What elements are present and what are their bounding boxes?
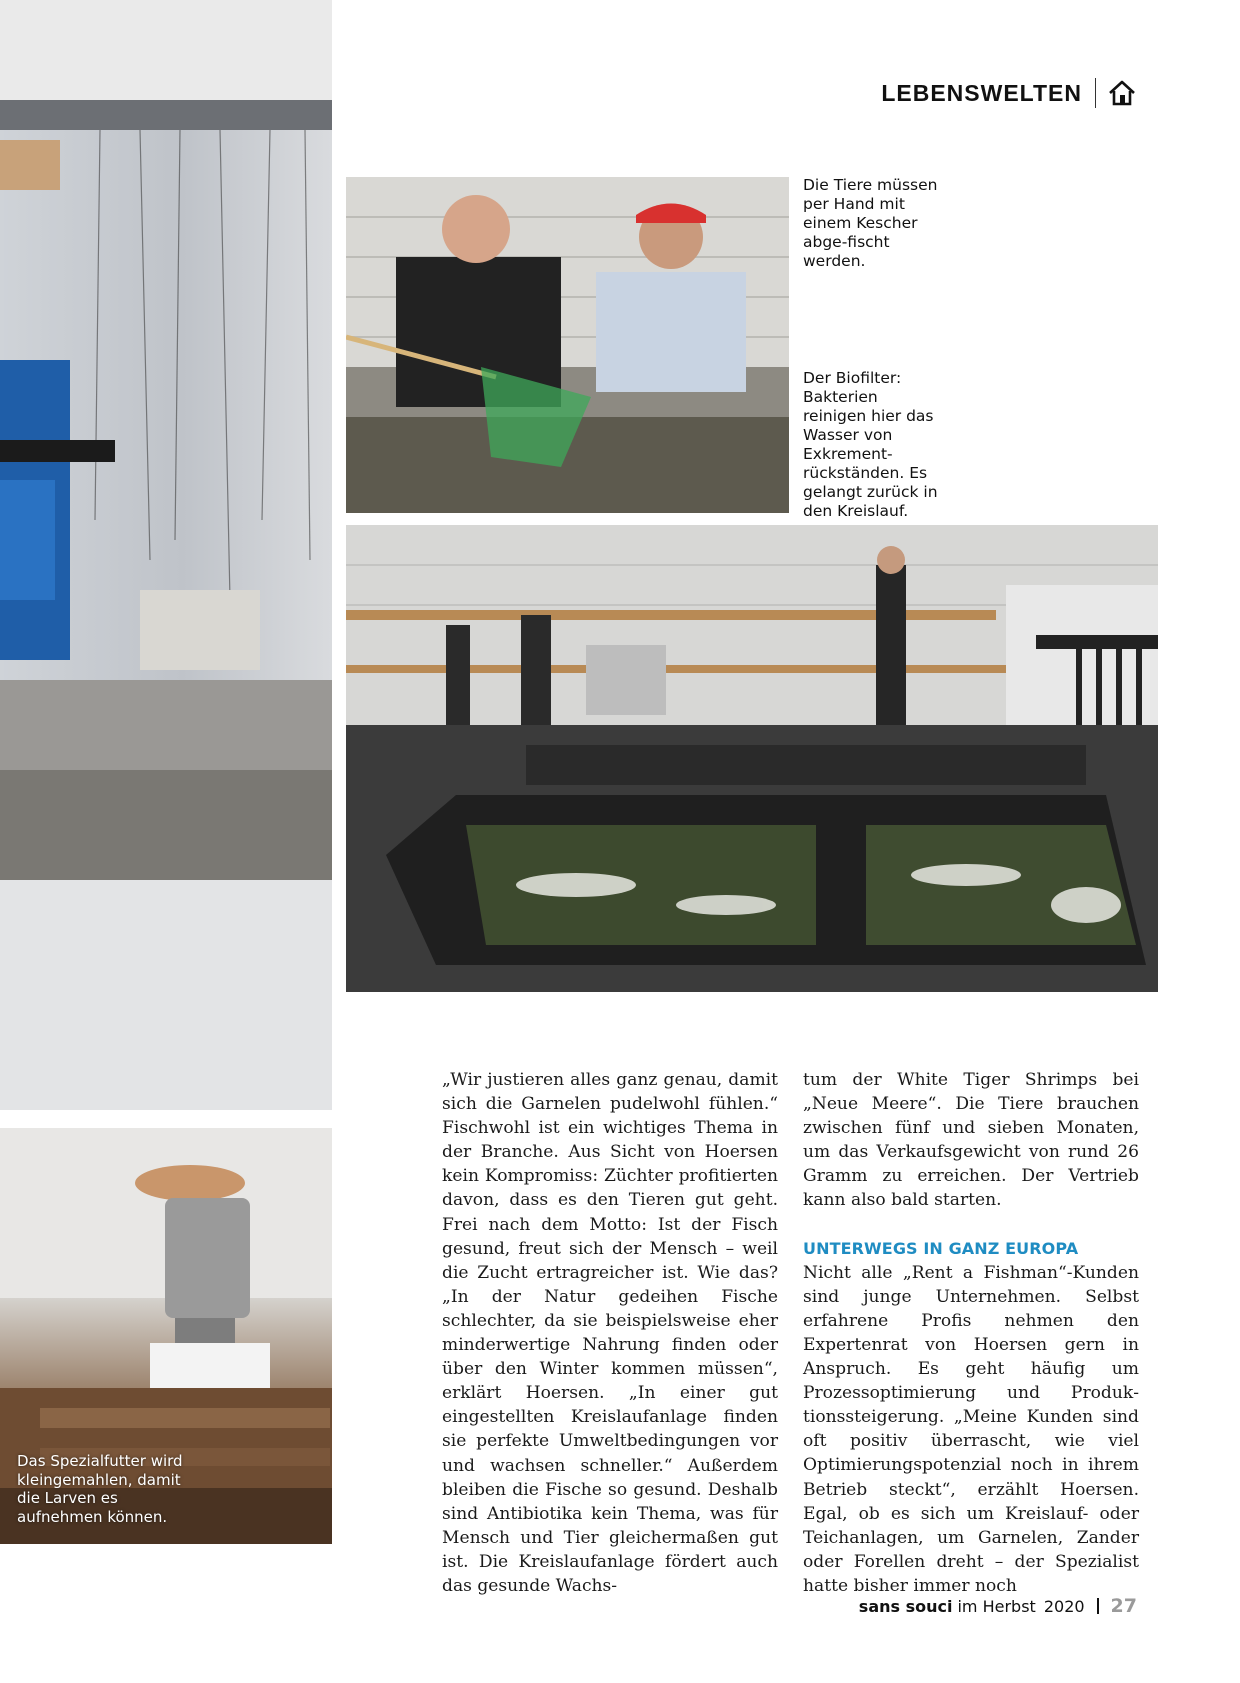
photo-biofilter <box>346 525 1158 992</box>
magazine-name: sans souci <box>858 1596 953 1616</box>
article-paragraph: tum der White Tiger Shrimps bei „Neue Meere“. Die Tiere brauchen zwischen fünf und sieben Monaten, um das Verkaufsgewicht von rund 26 Gramm zu erreichen. Der Vertrieb kann also bald starten. <box>803 1070 1139 1211</box>
caption-biofilter: Der Biofilter: Bakterien reinigen hier das Wasser von Exkrement-rückständen. Es gelangt zurück in den Kreislauf. <box>803 369 938 520</box>
page-footer <box>859 1595 1137 1617</box>
issue-year: 2020 <box>1043 1596 1085 1616</box>
article-subheading: UNTERWEGS IN GANZ EUROPA <box>803 1238 1079 1258</box>
article-column-2 <box>803 1068 1139 1598</box>
footer-divider <box>1097 1598 1099 1614</box>
section-title: LEBENSWELTEN <box>881 79 1082 106</box>
page-number: 27 <box>1110 1595 1137 1617</box>
header-divider <box>1095 78 1096 108</box>
article-column-1 <box>442 1068 778 1598</box>
photo-equipment <box>0 0 332 1110</box>
section-header <box>881 78 1136 108</box>
photo-fishing-net <box>346 177 789 513</box>
article-paragraph: „Wir justieren alles ganz genau, damit sich die Garnelen pudelwohl fühlen.“ Fischwohl ist ein wichtiges Thema in der Branche. Aus Sicht von Hoersen kein Kompromiss: Züchter profitierten davon, dass es den Tieren gut geht. Frei nach dem Motto: Ist der Fisch gesund, freut sich der Mensch – weil die Zucht ertragreicher ist. Wie das? „In der Natur gedeihen Fische schlechter, da sie beispielsweise eher minderwertige Nahrung finden oder über den Winter kommen müssen“, erklärt Hoersen. „In einer gut eingestellten Kreislaufanlage finden sie perfekte Umweltbedingungen vor und wachsen schneller.“ Außerdem bleiben die Fische so gesund. Deshalb sind Antibiotika kein Thema, was für Mensch und Tier gleichermaßen gut ist. Die Kreislaufanlage fördert auch das gesunde Wachs- <box>442 1070 778 1596</box>
home-icon[interactable] <box>1108 80 1136 106</box>
caption-nets: Die Tiere müssen per Hand mit einem Kescher abge-fischt werden. <box>803 176 938 270</box>
issue-label: im Herbst <box>957 1596 1036 1616</box>
caption-feed: Das Spezialfutter wird kleingemahlen, damit die Larven es aufnehmen können. <box>17 1452 183 1526</box>
article-paragraph: Nicht alle „Rent a Fishman“-Kunden sind junge Unternehmen. Selbst erfahrene Profis nehmen den Expertenrat von Hoersen gern in Anspruch. Es geht häufig um Prozessoptimierung und Produktionssteigerung. „Meine Kunden sind oft positiv überrascht, wie viel Optimierungspotenzial noch in ihrem Betrieb steckt“, erzählt Hoersen. Egal, ob es sich um Kreislauf- oder Teichanlagen, um Garnelen, Zander oder Forellen dreht – der Spezialist hatte bisher immer noch <box>803 1262 1139 1596</box>
